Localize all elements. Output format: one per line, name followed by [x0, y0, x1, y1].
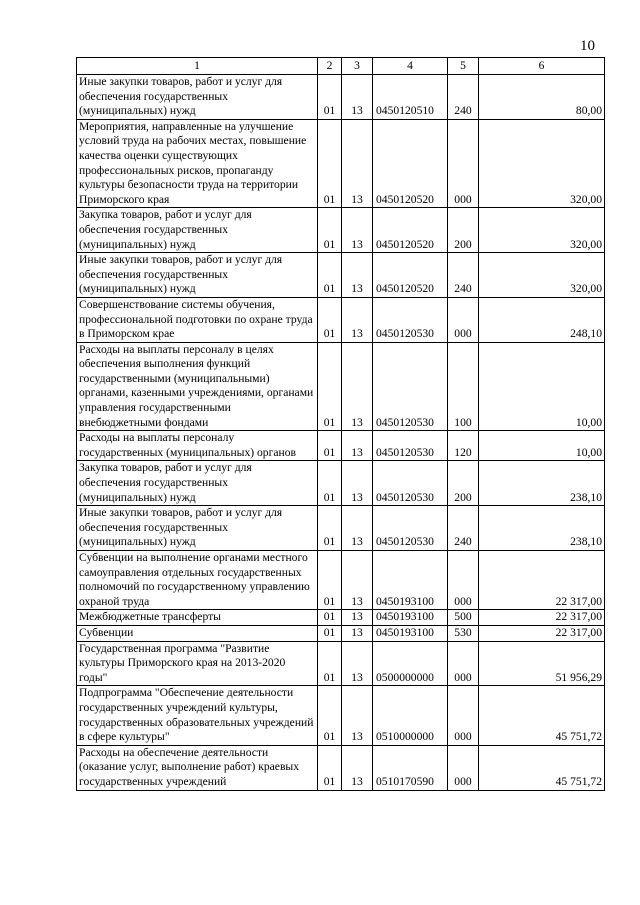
- row-expense-type: 000: [448, 745, 479, 790]
- row-amount: 238,10: [479, 506, 605, 551]
- table-row: [77, 208, 605, 253]
- row-subsection: 13: [342, 208, 373, 253]
- row-name: Мероприятия, направленные на улучшение условий труда на рабочих местах, повышение качества оценки существующих профессиональных рисков, пропаганду культуры безопасности труда на территории Приморского края: [77, 119, 318, 208]
- row-name: Закупка товаров, работ и услуг для обеспечения государственных (муниципальных) нужд: [77, 461, 318, 506]
- row-target-article: 0450120530: [373, 506, 448, 551]
- row-target-article: 0450120510: [373, 75, 448, 120]
- row-section: 01: [318, 506, 342, 551]
- page-number: 10: [580, 38, 595, 54]
- row-expense-type: 200: [448, 208, 479, 253]
- table-row: [77, 551, 605, 610]
- row-target-article: 0450120520: [373, 119, 448, 208]
- row-amount: 22 317,00: [479, 610, 605, 626]
- row-amount: 22 317,00: [479, 625, 605, 641]
- row-name: Межбюджетные трансферты: [77, 610, 318, 626]
- column-header-2: 2: [318, 58, 342, 75]
- row-expense-type: 000: [448, 551, 479, 610]
- row-subsection: 13: [342, 297, 373, 342]
- row-name: Государственная программа "Развитие культуры Приморского края на 2013-2020 годы": [77, 641, 318, 686]
- table-row: [77, 342, 605, 431]
- row-expense-type: 240: [448, 253, 479, 298]
- row-subsection: 13: [342, 745, 373, 790]
- row-section: 01: [318, 551, 342, 610]
- row-expense-type: 240: [448, 75, 479, 120]
- column-header-3: 3: [342, 58, 373, 75]
- row-name: Иные закупки товаров, работ и услуг для обеспечения государственных (муниципальных) нужд: [77, 253, 318, 298]
- row-name: Расходы на обеспечение деятельности (оказание услуг, выполнение работ) краевых государственных учреждений: [77, 745, 318, 790]
- row-expense-type: 500: [448, 610, 479, 626]
- row-target-article: 0450120530: [373, 297, 448, 342]
- row-section: 01: [318, 610, 342, 626]
- row-subsection: 13: [342, 551, 373, 610]
- table-row: [77, 461, 605, 506]
- row-expense-type: 000: [448, 297, 479, 342]
- row-target-article: 0510170590: [373, 745, 448, 790]
- row-expense-type: 200: [448, 461, 479, 506]
- table-row: [77, 745, 605, 790]
- table-row: [77, 297, 605, 342]
- table-row: [77, 625, 605, 641]
- row-subsection: 13: [342, 625, 373, 641]
- row-subsection: 13: [342, 641, 373, 686]
- row-section: 01: [318, 119, 342, 208]
- row-subsection: 13: [342, 253, 373, 298]
- row-amount: 238,10: [479, 461, 605, 506]
- row-expense-type: 120: [448, 431, 479, 461]
- row-subsection: 13: [342, 506, 373, 551]
- row-section: 01: [318, 686, 342, 745]
- row-amount: 45 751,72: [479, 686, 605, 745]
- column-header-4: 4: [373, 58, 448, 75]
- row-name: Расходы на выплаты персоналу государственных (муниципальных) органов: [77, 431, 318, 461]
- row-subsection: 13: [342, 431, 373, 461]
- table-header-row: [77, 58, 605, 75]
- row-amount: 80,00: [479, 75, 605, 120]
- row-subsection: 13: [342, 119, 373, 208]
- row-section: 01: [318, 461, 342, 506]
- row-expense-type: 240: [448, 506, 479, 551]
- row-target-article: 0450120530: [373, 431, 448, 461]
- table-row: [77, 610, 605, 626]
- row-amount: 320,00: [479, 119, 605, 208]
- row-expense-type: 000: [448, 686, 479, 745]
- row-section: 01: [318, 297, 342, 342]
- row-subsection: 13: [342, 610, 373, 626]
- row-target-article: 0450193100: [373, 551, 448, 610]
- row-subsection: 13: [342, 461, 373, 506]
- table-row: [77, 119, 605, 208]
- row-target-article: 0510000000: [373, 686, 448, 745]
- row-target-article: 0450120520: [373, 208, 448, 253]
- row-subsection: 13: [342, 75, 373, 120]
- row-section: 01: [318, 641, 342, 686]
- row-name: Субвенции: [77, 625, 318, 641]
- row-name: Иные закупки товаров, работ и услуг для обеспечения государственных (муниципальных) нужд: [77, 506, 318, 551]
- row-section: 01: [318, 431, 342, 461]
- row-section: 01: [318, 745, 342, 790]
- row-amount: 22 317,00: [479, 551, 605, 610]
- row-expense-type: 000: [448, 119, 479, 208]
- row-amount: 320,00: [479, 253, 605, 298]
- row-name: Подпрограмма "Обеспечение деятельности государственных учреждений культуры, государственных образовательных учреждений в сфере культуры": [77, 686, 318, 745]
- row-amount: 10,00: [479, 342, 605, 431]
- table-row: [77, 641, 605, 686]
- table-row: [77, 75, 605, 120]
- row-target-article: 0450193100: [373, 625, 448, 641]
- row-target-article: 0450120520: [373, 253, 448, 298]
- column-header-5: 5: [448, 58, 479, 75]
- row-name: Закупка товаров, работ и услуг для обеспечения государственных (муниципальных) нужд: [77, 208, 318, 253]
- row-target-article: 0500000000: [373, 641, 448, 686]
- row-section: 01: [318, 342, 342, 431]
- row-amount: 248,10: [479, 297, 605, 342]
- row-amount: 45 751,72: [479, 745, 605, 790]
- row-subsection: 13: [342, 686, 373, 745]
- row-section: 01: [318, 253, 342, 298]
- row-name: Расходы на выплаты персоналу в целях обеспечения выполнения функций государственными (муниципальными) органами, казенными учреждениями, органами управления государственными внебюджетными фондами: [77, 342, 318, 431]
- row-section: 01: [318, 75, 342, 120]
- budget-table: [76, 57, 605, 791]
- table-row: [77, 431, 605, 461]
- column-header-6: 6: [479, 58, 605, 75]
- row-target-article: 0450193100: [373, 610, 448, 626]
- row-expense-type: 530: [448, 625, 479, 641]
- row-amount: 10,00: [479, 431, 605, 461]
- row-expense-type: 100: [448, 342, 479, 431]
- row-subsection: 13: [342, 342, 373, 431]
- row-target-article: 0450120530: [373, 342, 448, 431]
- column-header-1: 1: [77, 58, 318, 75]
- table-row: [77, 686, 605, 745]
- row-amount: 51 956,29: [479, 641, 605, 686]
- row-name: Иные закупки товаров, работ и услуг для обеспечения государственных (муниципальных) нужд: [77, 75, 318, 120]
- row-section: 01: [318, 208, 342, 253]
- row-name: Субвенции на выполнение органами местного самоуправления отдельных государственных полномочий по государственному управлению охраной труда: [77, 551, 318, 610]
- table-row: [77, 506, 605, 551]
- row-expense-type: 000: [448, 641, 479, 686]
- row-amount: 320,00: [479, 208, 605, 253]
- table-row: [77, 253, 605, 298]
- row-name: Совершенствование системы обучения, профессиональной подготовки по охране труда в Приморском крае: [77, 297, 318, 342]
- row-section: 01: [318, 625, 342, 641]
- row-target-article: 0450120530: [373, 461, 448, 506]
